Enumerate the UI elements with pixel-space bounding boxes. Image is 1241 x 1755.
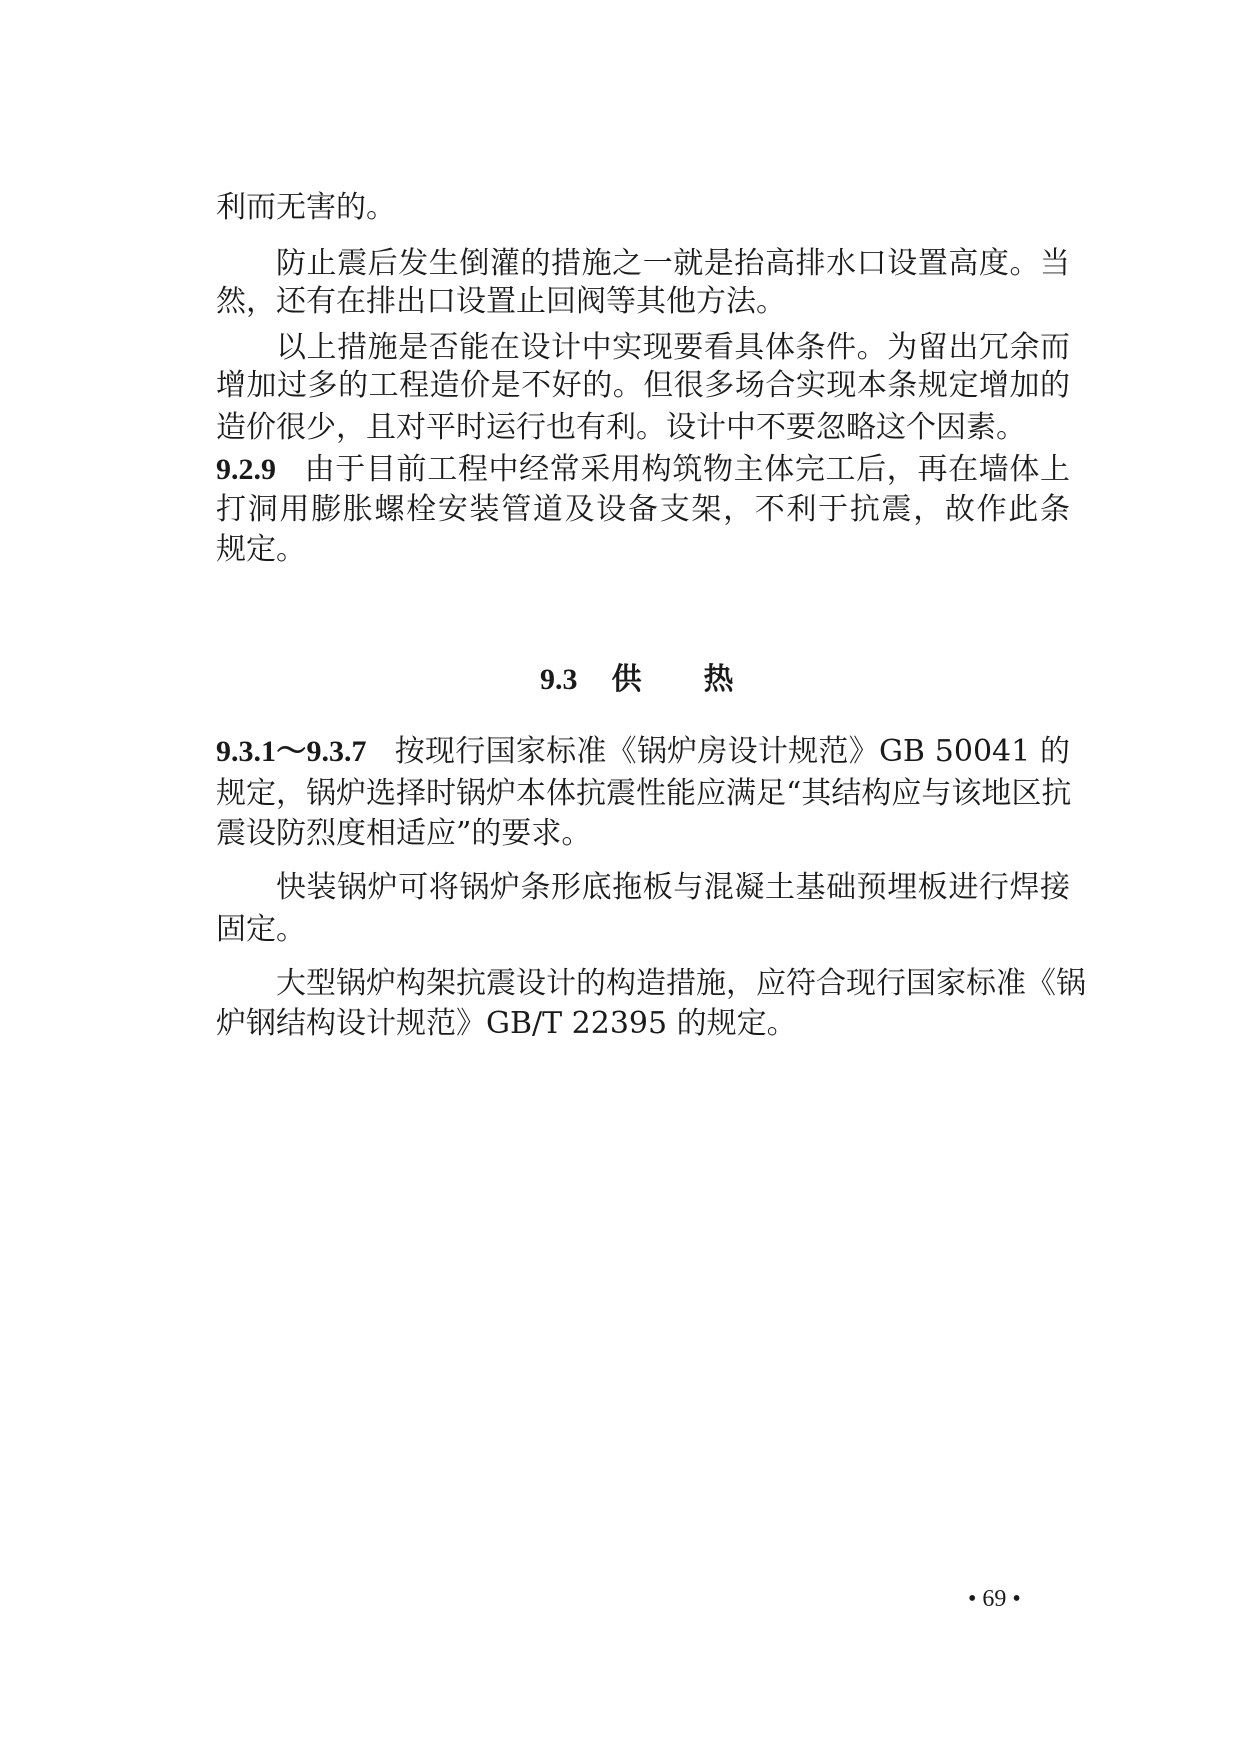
text-line: 防止震后发生倒灌的措施之一就是抬高排水口设置高度。当 bbox=[276, 246, 1070, 281]
text-line: 然，还有在排出口设置止回阀等其他方法。 bbox=[216, 284, 786, 319]
clause-text: 由于目前工程中经常采用构筑物主体完工后，再在墙体上 bbox=[304, 452, 1070, 487]
clause-9-2-9-line bbox=[216, 450, 1070, 490]
text-line: 炉钢结构设计规范》GB/T 22395 的规定。 bbox=[216, 1006, 797, 1041]
text-line: 震设防烈度相适应”的要求。 bbox=[216, 816, 592, 851]
section-title-part2: 热 bbox=[703, 662, 734, 697]
clause-number: 9.3.1～9.3.7 bbox=[216, 735, 367, 768]
clause-number: 9.2.9 bbox=[216, 453, 276, 486]
text-line: 造价很少，且对平时运行也有利。设计中不要忽略这个因素。 bbox=[216, 410, 1026, 445]
text-line: 利而无害的。 bbox=[216, 190, 396, 225]
text-line: 以上措施是否能在设计中实现要看具体条件。为留出冗余而 bbox=[276, 330, 1070, 365]
section-heading bbox=[540, 660, 734, 700]
text-line: 规定。 bbox=[216, 532, 306, 567]
text-line: 快装锅炉可将锅炉条形底拖板与混凝土基础预埋板进行焊接 bbox=[276, 870, 1070, 905]
section-number: 9.3 bbox=[540, 663, 578, 696]
clause-text: 按现行国家标准《锅炉房设计规范》GB 50041 的 bbox=[394, 734, 1070, 769]
text-line: 固定。 bbox=[216, 912, 306, 947]
clause-9-3-1-line bbox=[216, 732, 1070, 772]
section-title-part1: 供 bbox=[611, 662, 642, 697]
text-line: 增加过多的工程造价是不好的。但很多场合实现本条规定增加的 bbox=[216, 368, 1070, 403]
page-number: • 69 • bbox=[968, 1586, 1021, 1612]
text-line: 大型锅炉构架抗震设计的构造措施，应符合现行国家标准《锅 bbox=[276, 966, 1086, 1001]
text-line: 打洞用膨胀螺栓安装管道及设备支架，不利于抗震，故作此条 bbox=[216, 492, 1070, 527]
text-line: 规定，锅炉选择时锅炉本体抗震性能应满足“其结构应与该地区抗 bbox=[216, 776, 1072, 811]
